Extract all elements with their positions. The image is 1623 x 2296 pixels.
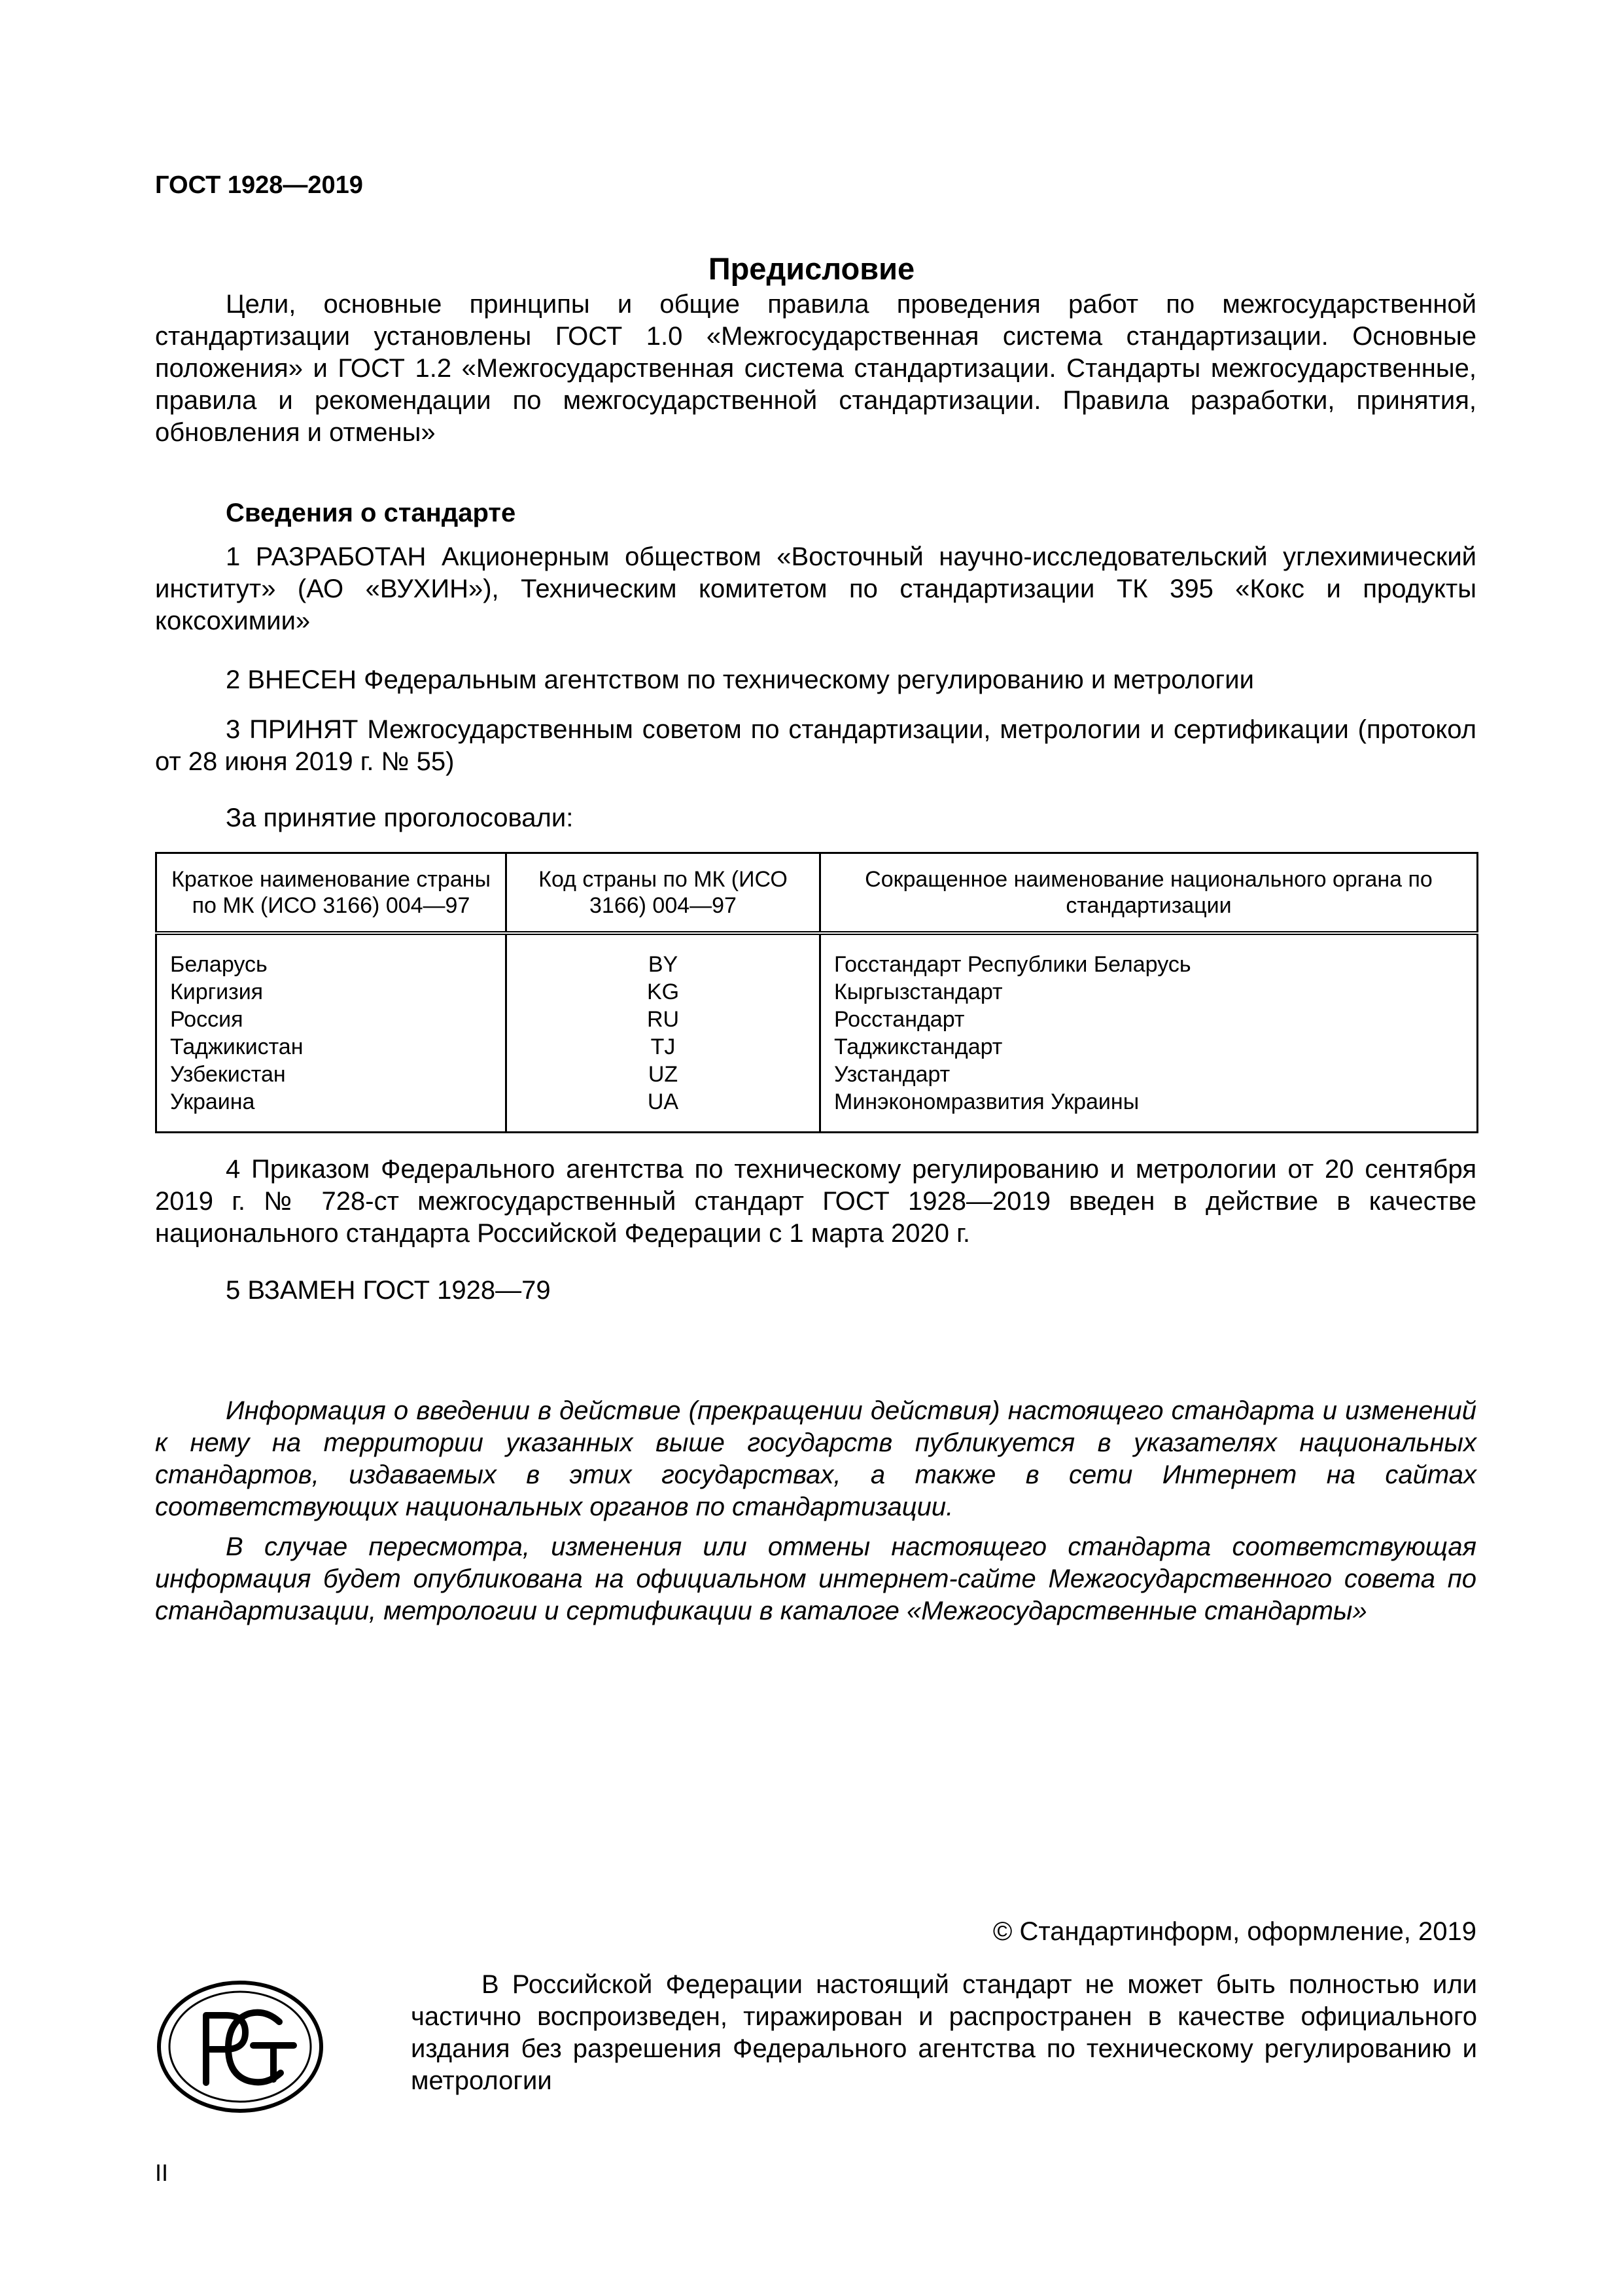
member-states-table <box>155 852 1478 1133</box>
paragraph-submitted: 2 ВНЕСЕН Федеральным агентством по техническому регулированию и метрологии <box>226 665 1254 694</box>
table-row <box>156 978 1478 1006</box>
notice-paragraph-2: В случае пересмотра, изменения или отмены настоящего стандарта соответствующая информация будет опубликована на официальном интернет-сайте Межгосударственного совета по стандартизации, метрологии и сертификации в каталоге «Межгосударственные стандарты» <box>155 1532 1476 1625</box>
paragraph-replaces: 5 ВЗАМЕН ГОСТ 1928—79 <box>226 1276 551 1305</box>
copyright-line: © Стандартинформ, оформление, 2019 <box>992 1917 1476 1946</box>
cell-body: Узстандарт <box>820 1061 1478 1088</box>
paragraph-adopted: 3 ПРИНЯТ Межгосударственным советом по стандартизации, метрологии и сертификации (протокол от 28 июня 2019 г. № 55) <box>155 715 1476 776</box>
rights-notice: В Российской Федерации настоящий стандарт не может быть полностью или частично воспроизведен, тиражирован и распространен в качестве официального издания без разрешения Федерального агентства по техническому регулированию и метрологии <box>411 1970 1477 2095</box>
cell-country: Украина <box>156 1088 506 1133</box>
cell-body: Минэкономразвития Украины <box>820 1088 1478 1133</box>
table-row <box>156 1061 1478 1088</box>
cell-code: UZ <box>506 1061 820 1088</box>
cell-body: Росстандарт <box>820 1006 1478 1033</box>
notice-paragraph-1: Информация о введении в действие (прекращении действия) настоящего стандарта и изменений к нему на территории указанных выше государств публикуется в указателях национальных стандартов, издаваемых в этих государствах, а также в сети Интернет на сайтах соответствующих национальных органов по стандартизации. <box>155 1396 1476 1521</box>
cell-code: UA <box>506 1088 820 1133</box>
cell-country: Россия <box>156 1006 506 1033</box>
cell-body: Таджикстандарт <box>820 1033 1478 1061</box>
cell-code: KG <box>506 978 820 1006</box>
cell-country: Киргизия <box>156 978 506 1006</box>
page-number: II <box>155 2159 169 2186</box>
table-row <box>156 1033 1478 1061</box>
info-heading: Сведения о стандарте <box>226 499 516 527</box>
document-code: ГОСТ 1928—2019 <box>155 171 363 199</box>
page-title: Предисловие <box>708 251 915 286</box>
table-row <box>156 1088 1478 1133</box>
table-row <box>156 1006 1478 1033</box>
cell-body: Госстандарт Республики Беларусь <box>820 933 1478 978</box>
column-header-code: Код страны по МК (ИСО 3166) 004—97 <box>506 853 820 934</box>
column-header-country: Краткое наименование страны по МК (ИСО 3166) 004—97 <box>156 853 506 934</box>
cell-code: RU <box>506 1006 820 1033</box>
cell-country: Узбекистан <box>156 1061 506 1088</box>
cell-code: TJ <box>506 1033 820 1061</box>
table-header-row <box>156 853 1478 934</box>
cell-code: BY <box>506 933 820 978</box>
paragraph-order: 4 Приказом Федерального агентства по техническому регулированию и метрологии от 20 сентября 2019 г. № 728-ст межгосударственный стандарт ГОСТ 1928—2019 введен в действие в качестве национального стандарта Российской Федерации с 1 марта 2020 г. <box>155 1155 1476 1248</box>
intro-paragraph: Цели, основные принципы и общие правила проведения работ по межгосударственной стандартизации установлены ГОСТ 1.0 «Межгосударственная система стандартизации. Основные положения» и ГОСТ 1.2 «Межгосударственная система стандартизации. Стандарты межгосударственные, правила и рекомендации по межгосударственной стандартизации. Правила разработки, принятия, обновления и отмены» <box>155 290 1476 447</box>
paragraph-developed: 1 РАЗРАБОТАН Акционерным обществом «Восточный научно-исследовательский углехимический институт» (АО «ВУХИН»), Техническим комитетом по стандартизации ТК 395 «Кокс и продукты коксохимии» <box>155 542 1476 635</box>
vote-intro: За принятие проголосовали: <box>226 804 574 832</box>
column-header-body: Сокращенное наименование национального органа по стандартизации <box>820 853 1478 934</box>
cell-body: Кыргызстандарт <box>820 978 1478 1006</box>
gost-r-certification-logo-icon <box>155 1975 325 2119</box>
cell-country: Беларусь <box>156 933 506 978</box>
table-row <box>156 933 1478 978</box>
cell-country: Таджикистан <box>156 1033 506 1061</box>
